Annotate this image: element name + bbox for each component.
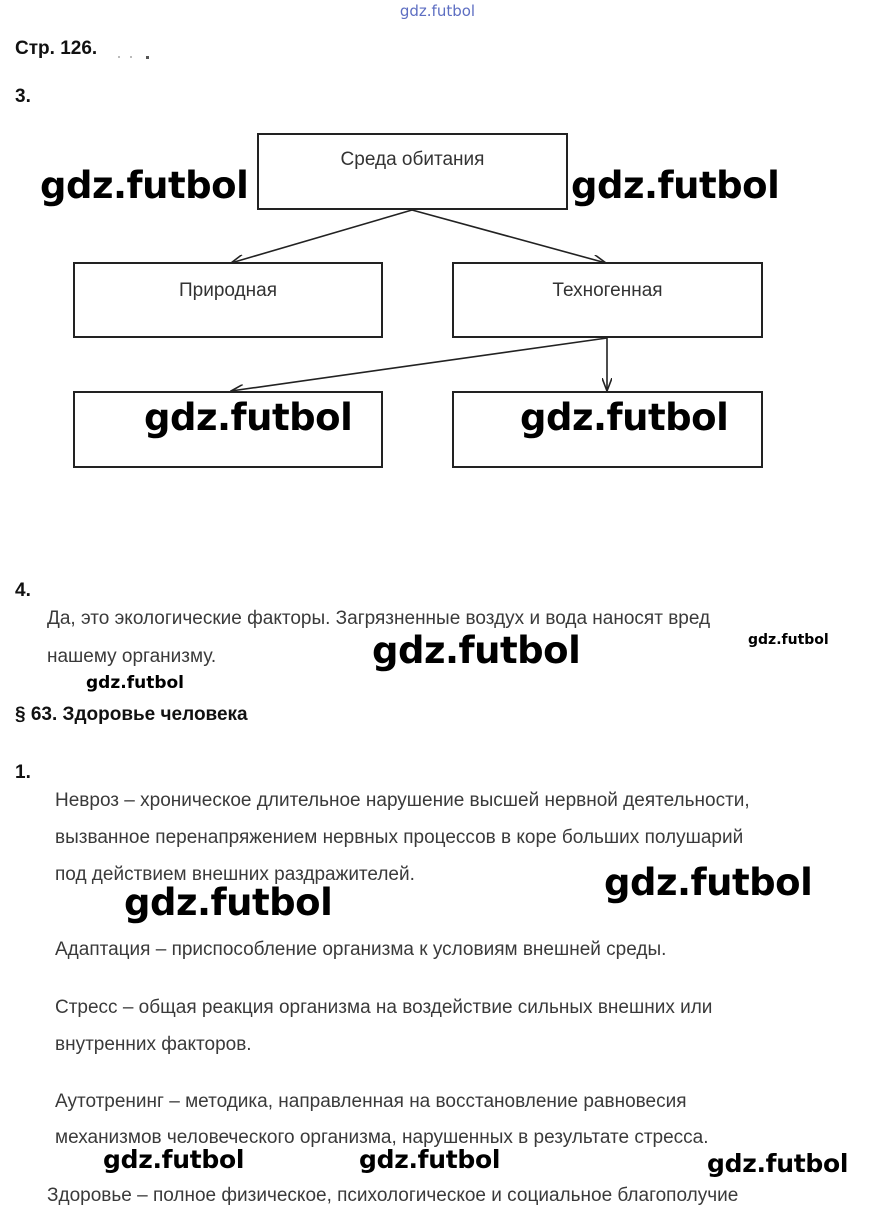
node-natural-label: Природная	[179, 280, 277, 301]
stress-line-2: внутренних факторов.	[55, 1034, 252, 1055]
watermark: gdz.futbol	[748, 632, 829, 648]
watermark: gdz.futbol	[520, 396, 729, 439]
top-watermark: gdz.futbol	[399, 2, 476, 20]
watermark: gdz.futbol	[40, 164, 249, 207]
task-1-number: 1.	[15, 762, 31, 783]
task-4-number: 4.	[15, 580, 31, 601]
task-3-number: 3.	[15, 86, 31, 107]
watermark: gdz.futbol	[359, 1145, 501, 1174]
arrow-root-to-left	[231, 210, 412, 263]
node-natural	[73, 262, 383, 338]
autotraining-line-2: механизмов человеческого организма, нарушенных в результате стресса.	[55, 1127, 709, 1148]
neuroz-line-2: вызванное перенапряжением нервных процессов в коре больших полушарий	[55, 827, 744, 848]
arrow-root-to-right	[412, 210, 606, 263]
page-heading: Стр. 126.	[15, 38, 98, 59]
neuroz-line-1: Невроз – хроническое длительное нарушение высшей нервной деятельности,	[55, 790, 750, 811]
section-title: § 63. Здоровье человека	[15, 704, 248, 725]
node-habitat-label: Среда обитания	[340, 149, 485, 170]
watermark: gdz.futbol	[571, 164, 780, 207]
watermark: gdz.futbol	[372, 629, 581, 672]
node-technogenic	[452, 262, 763, 338]
watermark: gdz.futbol	[144, 396, 353, 439]
watermark: gdz.futbol	[707, 1149, 849, 1178]
node-habitat	[257, 133, 568, 210]
adaptation-line: Адаптация – приспособление организма к условиям внешней среды.	[55, 939, 667, 960]
task-4-line-1: Да, это экологические факторы. Загрязненные воздух и вода наносят вред	[47, 608, 711, 629]
task-4-line-2: нашему организму.	[47, 646, 217, 667]
health-line: Здоровье – полное физическое, психологическое и социальное благополучие	[47, 1185, 739, 1206]
watermark: gdz.futbol	[124, 881, 333, 924]
autotraining-line-1: Аутотренинг – методика, направленная на восстановление равновесия	[55, 1091, 687, 1112]
watermark: gdz.futbol	[86, 673, 184, 693]
stress-line-1: Стресс – общая реакция организма на воздействие сильных внешних или	[55, 997, 713, 1018]
arrow-right-to-bottom-left	[231, 338, 607, 391]
watermark: gdz.futbol	[103, 1145, 245, 1174]
watermark: gdz.futbol	[604, 861, 813, 904]
node-technogenic-label: Техногенная	[552, 280, 663, 301]
neuroz-line-3: под действием внешних раздражителей.	[55, 864, 415, 885]
